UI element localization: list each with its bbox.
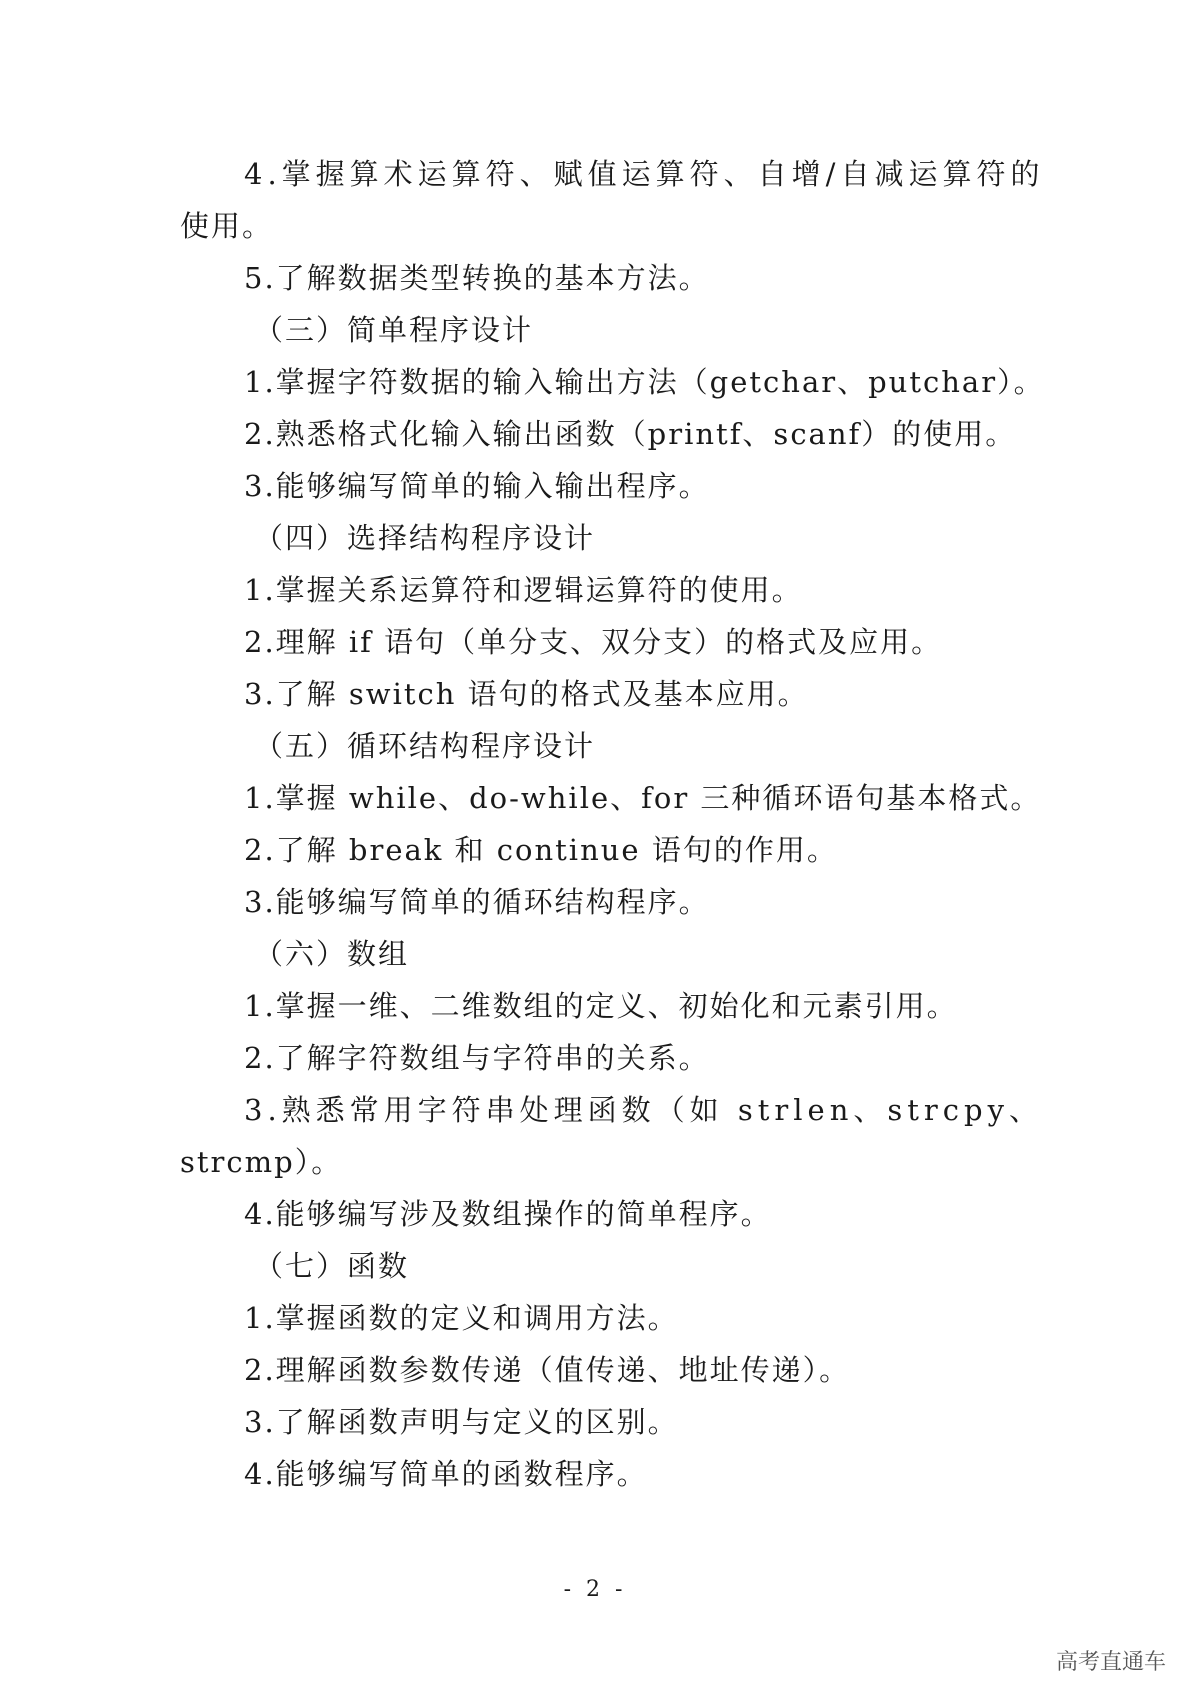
- text-line: 3.了解 switch 语句的格式及基本应用。: [244, 677, 809, 711]
- watermark-text: 高考直通车: [1055, 1650, 1166, 1675]
- section-heading: （五）循环结构程序设计: [254, 729, 596, 763]
- text-line: 1.掌握关系运算符和逻辑运算符的使用。: [244, 573, 803, 607]
- text-line: 5.了解数据类型转换的基本方法。: [244, 261, 710, 295]
- text-line: 2.熟悉格式化输入输出函数（printf、scanf）的使用。: [244, 417, 1017, 451]
- section-heading: （三）简单程序设计: [254, 313, 534, 347]
- text-line: 2.了解字符数组与字符串的关系。: [244, 1041, 710, 1075]
- document-body: [180, 148, 1045, 1500]
- section-heading: （七）函数: [254, 1249, 410, 1283]
- text-line: 使用。: [180, 209, 274, 243]
- text-line: 4.能够编写简单的函数程序。: [244, 1457, 648, 1491]
- text-line: 2.理解 if 语句（单分支、双分支）的格式及应用。: [244, 625, 943, 659]
- text-line: 3.能够编写简单的输入输出程序。: [244, 469, 710, 503]
- text-line: 1.掌握一维、二维数组的定义、初始化和元素引用。: [244, 989, 958, 1023]
- text-line: 2.理解函数参数传递（值传递、地址传递）。: [244, 1353, 851, 1387]
- text-line: 1.掌握 while、do-while、for 三种循环语句基本格式。: [244, 781, 1042, 815]
- text-line: strcmp）。: [180, 1145, 343, 1179]
- section-heading: （六）数组: [254, 937, 410, 971]
- page-number: - 2 -: [563, 1577, 627, 1602]
- text-line: 3.能够编写简单的循环结构程序。: [244, 885, 710, 919]
- text-line: 2.了解 break 和 continue 语句的作用。: [244, 833, 838, 867]
- text-line: 3.熟悉常用字符串处理函数（如 strlen、strcpy、: [244, 1093, 1043, 1127]
- text-line: 1.掌握函数的定义和调用方法。: [244, 1301, 679, 1335]
- text-line: 1.掌握字符数据的输入输出方法（getchar、putchar）。: [244, 365, 1045, 399]
- text-line: 4.掌握算术运算符、赋值运算符、自增/自减运算符的: [244, 157, 1045, 191]
- section-heading: （四）选择结构程序设计: [254, 521, 596, 555]
- text-line: 4.能够编写涉及数组操作的简单程序。: [244, 1197, 772, 1231]
- text-line: 3.了解函数声明与定义的区别。: [244, 1405, 679, 1439]
